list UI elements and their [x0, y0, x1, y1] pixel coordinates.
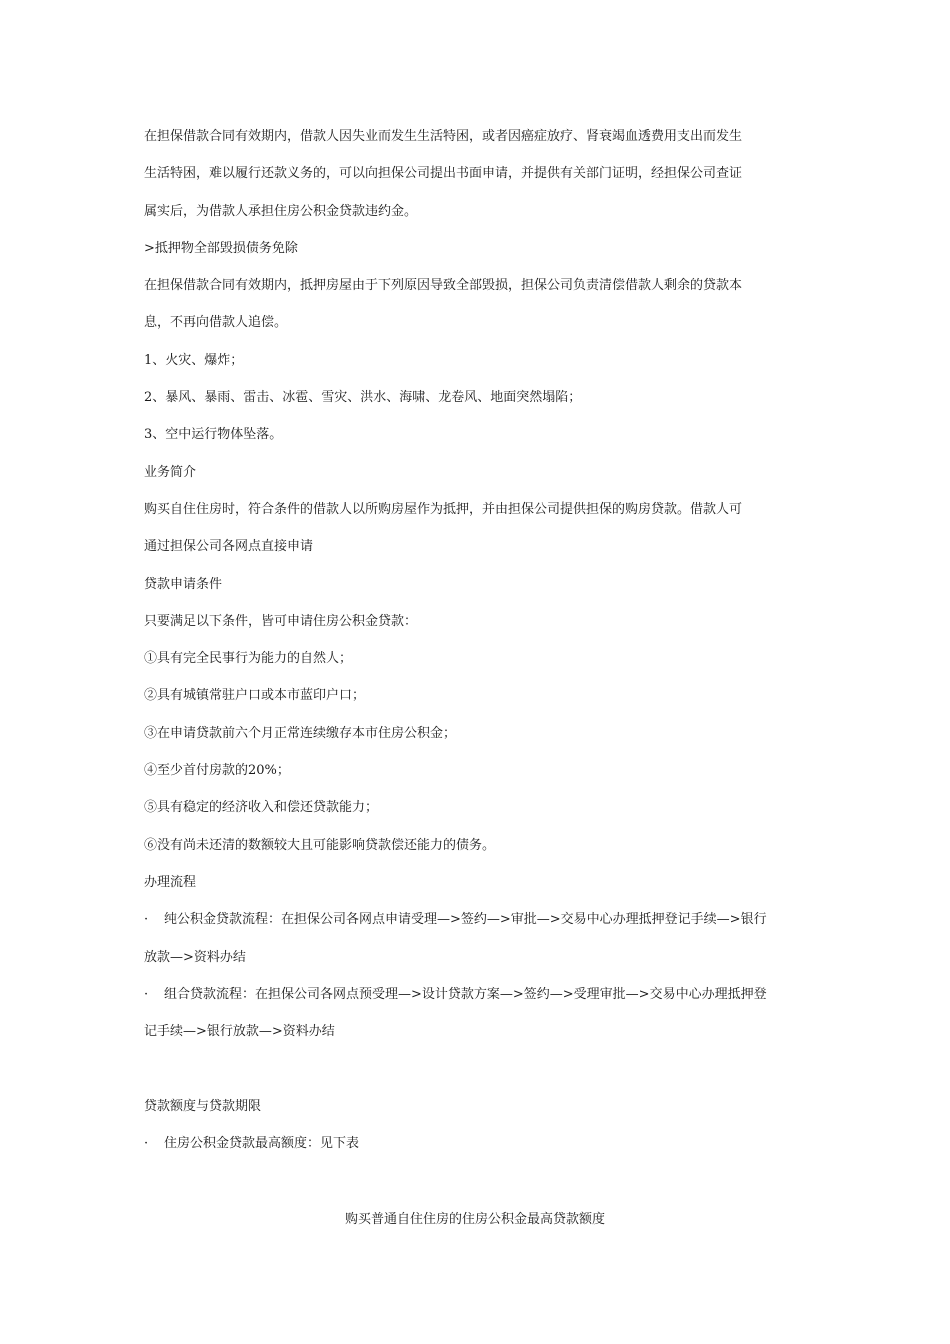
bullet-icon: ·	[144, 912, 149, 928]
list-item: ⑤具有稳定的经济收入和偿还贷款能力；	[144, 800, 379, 816]
list-item: ②具有城镇常驻户口或本市蓝印户口；	[144, 688, 366, 704]
section-heading: 贷款额度与贷款期限	[144, 1098, 262, 1114]
paragraph-line: 息，不再向借款人追偿。	[144, 315, 288, 331]
bullet-item	[144, 976, 810, 1013]
list-item: 3、空中运行物体坠落。	[144, 427, 283, 443]
paragraph-line: 购买自住住房时，符合条件的借款人以所购房屋作为抵押，并由担保公司提供担保的购房贷款。借款人可	[144, 501, 743, 517]
list-item: ①具有完全民事行为能力的自然人；	[144, 651, 353, 667]
bullet-item	[144, 1125, 810, 1162]
list-item: 1、火灾、爆炸；	[144, 352, 244, 368]
list-item: ④至少首付房款的20%；	[144, 763, 290, 779]
section-heading: >抵押物全部毁损债务免除	[144, 240, 298, 256]
bullet-continuation: 记手续—>银行放款—>资料办结	[144, 1024, 335, 1040]
list-item: 2、暴风、暴雨、雷击、冰雹、雪灾、洪水、海啸、龙卷风、地面突然塌陷；	[144, 390, 582, 406]
bullet-item	[144, 901, 810, 938]
list-item: ③在申请贷款前六个月正常连续缴存本市住房公积金；	[144, 725, 457, 741]
section-heading: 办理流程	[144, 874, 197, 890]
paragraph-line: 通过担保公司各网点直接申请	[144, 539, 314, 555]
document-body	[144, 118, 810, 1162]
bullet-icon: ·	[144, 1136, 149, 1152]
bullet-icon: ·	[144, 986, 149, 1002]
paragraph-line: 生活特困，难以履行还款义务的，可以向担保公司提出书面申请，并提供有关部门证明，经担保公司查证	[144, 166, 743, 182]
bullet-text: 组合贷款流程：在担保公司各网点预受理—>设计贷款方案—>签约—>受理审批—>交易中心办理抵押登	[164, 986, 767, 1002]
section-heading: 贷款申请条件	[144, 576, 223, 592]
paragraph-line: 属实后，为借款人承担住房公积金贷款违约金。	[144, 203, 418, 219]
list-item: ⑥没有尚未还清的数额较大且可能影响贷款偿还能力的债务。	[144, 837, 496, 853]
paragraph-line: 在担保借款合同有效期内，抵押房屋由于下列原因导致全部毁损，担保公司负责清偿借款人剩余的贷款本	[144, 278, 743, 294]
paragraph-line: 只要满足以下条件，皆可申请住房公积金贷款：	[144, 613, 418, 629]
section-heading: 业务简介	[144, 464, 197, 480]
bullet-text: 纯公积金贷款流程：在担保公司各网点申请受理—>签约—>审批—>交易中心办理抵押登记手续—>银行	[164, 912, 767, 928]
bullet-continuation: 放款—>资料办结	[144, 949, 246, 965]
paragraph-line: 在担保借款合同有效期内，借款人因失业而发生生活特困，或者因癌症放疗、肾衰竭血透费用支出而发生	[144, 129, 743, 144]
table-title: 购买普通自住住房的住房公积金最高贷款额度	[344, 1212, 605, 1227]
blank-line	[144, 1050, 810, 1087]
bullet-text: 住房公积金贷款最高额度：见下表	[164, 1136, 360, 1152]
